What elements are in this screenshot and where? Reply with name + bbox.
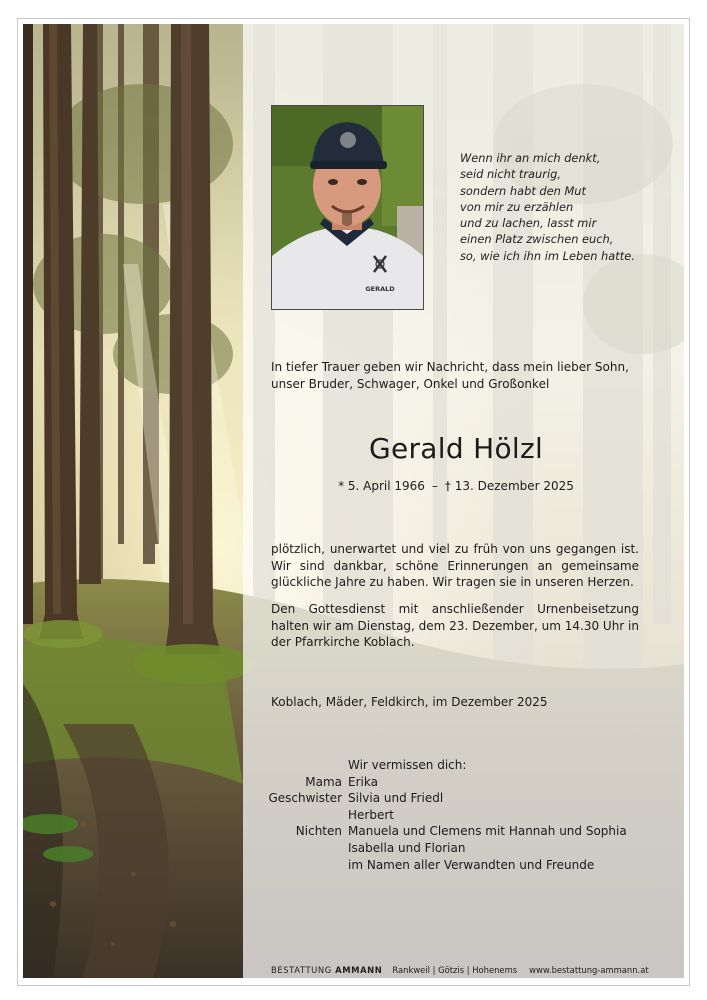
mourner-relation xyxy=(250,807,348,824)
poem-line: einen Platz zwischen euch, xyxy=(460,232,614,247)
life-dates xyxy=(271,479,641,493)
mourner-row xyxy=(250,840,670,857)
date-separator: – xyxy=(431,479,438,493)
mourner-relation xyxy=(250,840,348,857)
mourner-names: im Namen aller Verwandten und Freunde xyxy=(348,857,595,872)
mourner-row xyxy=(250,790,670,807)
poem-line: Wenn ihr an mich denkt, xyxy=(460,151,601,165)
funeral-home-logo: BESTATTUNG AMMANN xyxy=(271,965,383,975)
mourner-names: Herbert xyxy=(348,807,394,822)
death-date: † 13. Dezember 2025 xyxy=(444,479,574,493)
mourner-row xyxy=(250,774,670,791)
mourners-list xyxy=(250,757,670,873)
birth-date: * 5. April 1966 xyxy=(338,479,425,493)
mourner-relation: Nichten xyxy=(295,824,342,839)
poem-line: so, wie ich ihn im Leben hatte. xyxy=(460,248,635,263)
service-paragraph: Den Gottesdienst mit anschließender Urnenbeisetzung halten wir am Dienstag, dem 23. Dezember, um 14.30 Uhr in der Pfarrkirche Koblach. xyxy=(271,602,639,649)
mourner-row xyxy=(250,807,670,824)
poem-line: seid nicht traurig, xyxy=(460,167,561,182)
poem-line: sondern habt den Mut xyxy=(460,183,586,198)
mourner-row xyxy=(250,857,670,874)
mourner-names: Manuela und Clemens mit Hannah und Sophia xyxy=(348,824,627,839)
mourner-relation xyxy=(250,857,348,874)
mourner-relation: Mama xyxy=(305,774,342,789)
mourner-names: Silvia und Friedl xyxy=(348,791,444,806)
funeral-home-footer xyxy=(271,965,681,975)
poem-line: und zu lachen, lasst mir xyxy=(460,216,597,231)
mourner-names: Erika xyxy=(348,774,378,789)
mourner-row xyxy=(250,823,670,840)
funeral-home-website[interactable]: www.bestattung-ammann.at xyxy=(529,965,649,975)
place-date: Koblach, Mäder, Feldkirch, im Dezember 2025 xyxy=(271,695,548,709)
shirt-name-text: GERALD xyxy=(365,285,395,293)
funeral-home-locations: Rankweil | Götzis | Hohenems xyxy=(392,965,518,975)
poem xyxy=(460,150,675,264)
mourner-relation: Geschwister xyxy=(268,791,342,806)
poem-line: von mir zu erzählen xyxy=(460,199,574,214)
portrait-photo xyxy=(271,105,424,310)
mourners-heading: Wir vermissen dich: xyxy=(348,758,467,772)
mourner-names: Isabella und Florian xyxy=(348,840,466,855)
mourners-heading-row xyxy=(250,757,670,774)
deceased-name: Gerald Hölzl xyxy=(368,432,544,465)
intro-text: In tiefer Trauer geben wir Nachricht, dass mein lieber Sohn, unser Bruder, Schwager, Onkel und Großonkel xyxy=(271,360,629,391)
passing-paragraph: plötzlich, unerwartet und viel zu früh von uns gegangen ist. Wir sind dankbar, schöne Erinnerungen an gemeinsame glückliche Jahre zu haben. Wir tragen sie in unseren Herzen. xyxy=(271,542,639,589)
